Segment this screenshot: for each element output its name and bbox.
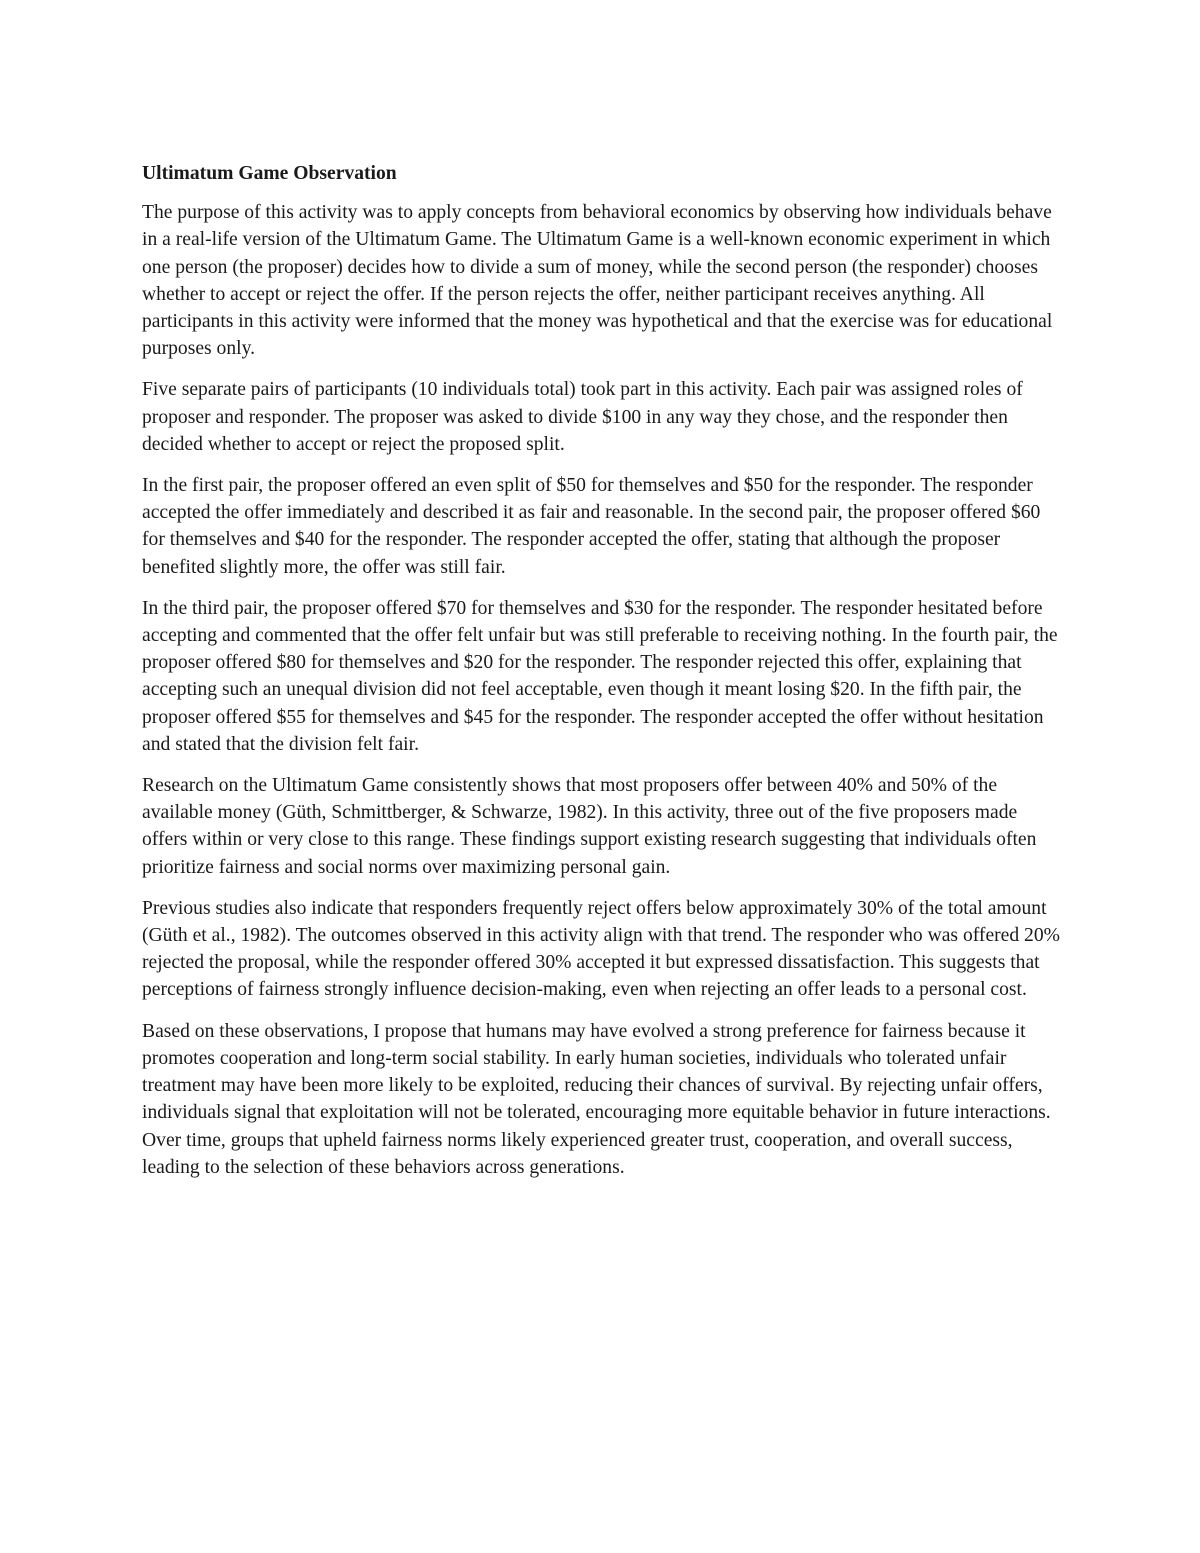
paragraph-research-responders: Previous studies also indicate that responders frequently reject offers below approximately 30% of the total amount (Güth et al., 1982). The outcomes observed in this activity align with that trend. The responder who was offered 20% rejected the proposal, while the responder offered 30% accepted it but expressed dissatisfaction. This suggests that perceptions of fairness strongly influence decision-making, even when rejecting an offer leads to a personal cost.	[142, 897, 1060, 1001]
paragraph-purpose: The purpose of this activity was to apply concepts from behavioral economics by observing how individuals behave in a real-life version of the Ultimatum Game. The Ultimatum Game is a well-known economic experiment in which one person (the proposer) decides how to divide a sum of money, while the second person (the responder) chooses whether to accept or reject the offer. If the person rejects the offer, neither participant receives anything. All participants in this activity were informed that the money was hypothetical and that the exercise was for educational purposes only.	[142, 202, 1053, 360]
paragraph-conclusion: Based on these observations, I propose that humans may have evolved a strong preference for fairness because it promotes cooperation and long-term social stability. In early human societies, individuals who tolerated unfair treatment may have been more likely to be exploited, reducing their chances of survival. By rejecting unfair offers, individuals signal that exploitation will not be tolerated, encouraging more equitable behavior in future interactions. Over time, groups that upheld fairness norms likely experienced greater trust, cooperation, and overall success, leading to the selection of these behaviors across generations.	[142, 1020, 1051, 1178]
paragraph-pairs-three-to-five: In the third pair, the proposer offered $70 for themselves and $30 for the responder. The responder hesitated before accepting and commented that the offer felt unfair but was still preferable to receiving nothing. In the fourth pair, the proposer offered $80 for themselves and $20 for the responder. The responder rejected this offer, explaining that accepting such an unequal division did not feel acceptable, even though it meant losing $20. In the fifth pair, the proposer offered $55 for themselves and $45 for the responder. The responder accepted the offer without hesitation and stated that the division felt fair.	[142, 597, 1058, 755]
paragraph-pairs-one-two: In the first pair, the proposer offered an even split of $50 for themselves and $50 for the responder. The responder accepted the offer immediately and described it as fair and reasonable. In the second pair, the proposer offered $60 for themselves and $40 for the responder. The responder accepted the offer, stating that although the proposer benefited slightly more, the offer was still fair.	[142, 475, 1041, 578]
document-body	[142, 160, 1062, 1195]
paragraph-research-proposers: Research on the Ultimatum Game consistently shows that most proposers offer between 40% and 50% of the available money (Güth, Schmittberger, & Schwarze, 1982). In this activity, three out of the five proposers made offers within or very close to this range. These findings support existing research suggesting that individuals often prioritize fairness and social norms over maximizing personal gain.	[142, 775, 1037, 878]
paragraph-participants: Five separate pairs of participants (10 individuals total) took part in this activity. Each pair was assigned roles of proposer and responder. The proposer was asked to divide $100 in any way they chose, and the responder then decided whether to accept or reject the proposed split.	[142, 379, 1023, 455]
document-title: Ultimatum Game Observation	[142, 163, 397, 184]
